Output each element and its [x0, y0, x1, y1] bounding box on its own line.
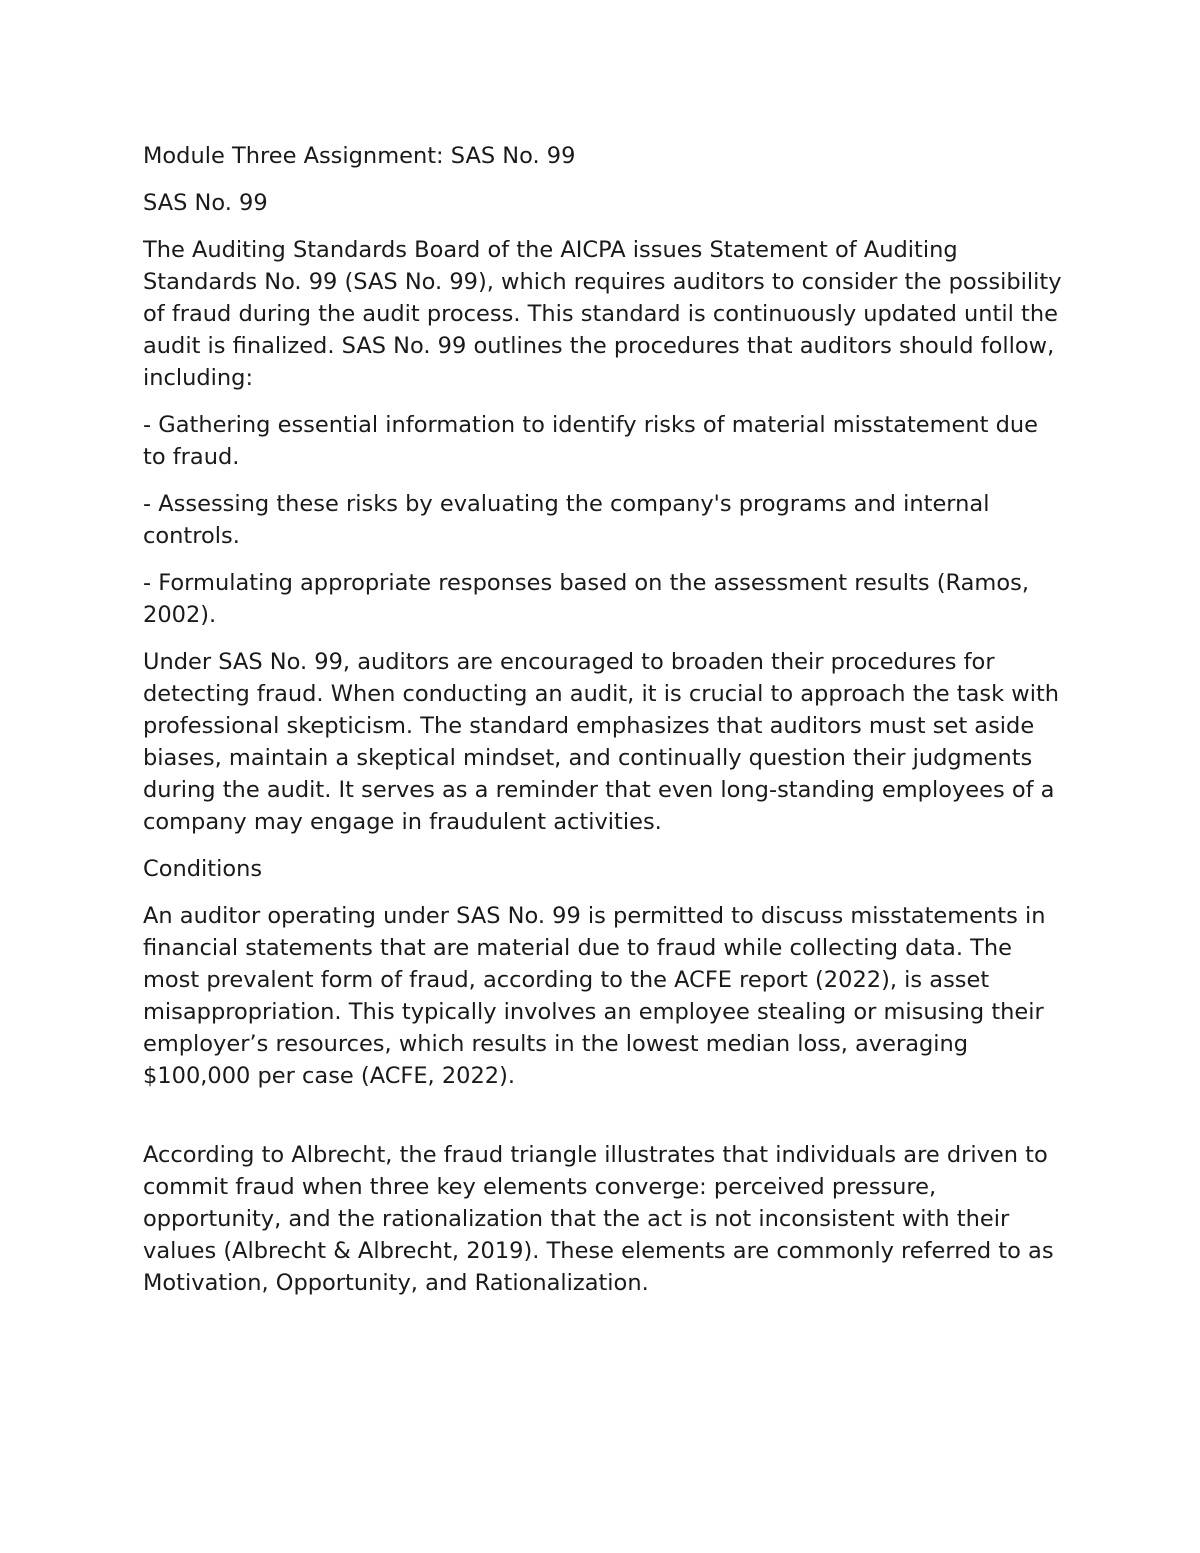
- section-heading: SAS No. 99: [143, 190, 268, 216]
- bullet-item: - Assessing these risks by evaluating the company's programs and internal controls.: [143, 491, 990, 549]
- intro-paragraph: The Auditing Standards Board of the AICPA issues Statement of Auditing Standards No. 99 (SAS No. 99), which requires auditors to consider the possibility of fraud during the audit process. This standard is continuously updated until the audit is finalized. SAS No. 99 outlines the procedures that auditors should follow, including:: [143, 237, 1062, 391]
- conditions-heading: Conditions: [143, 856, 263, 882]
- fraud-triangle-paragraph: According to Albrecht, the fraud triangle illustrates that individuals are driven to commit fraud when three key elements converge: perceived pressure, opportunity, and the rationalization that the act is not inconsistent with their values (Albrecht & Albrecht, 2019). These elements are commonly referred to as Motivation, Opportunity, and Rationalization.: [143, 1142, 1054, 1296]
- document-title: Module Three Assignment: SAS No. 99: [143, 143, 576, 169]
- skepticism-paragraph: Under SAS No. 99, auditors are encouraged to broaden their procedures for detecting fraud. When conducting an audit, it is crucial to approach the task with professional skepticism. The standard emphasizes that auditors must set aside biases, maintain a skeptical mindset, and continually question their judgments during the audit. It serves as a reminder that even long-standing employees of a company may engage in fraudulent activities.: [143, 649, 1060, 835]
- document-body: [143, 140, 1063, 1314]
- bullet-item: - Formulating appropriate responses based on the assessment results (Ramos, 2002).: [143, 570, 1029, 628]
- bullet-item: - Gathering essential information to identify risks of material misstatement due to fraud.: [143, 412, 1039, 470]
- conditions-paragraph: An auditor operating under SAS No. 99 is permitted to discuss misstatements in financial statements that are material due to fraud while collecting data. The most prevalent form of fraud, according to the ACFE report (2022), is asset misappropriation. This typically involves an employee stealing or misusing their employer’s resources, which results in the lowest median loss, averaging $100,000 per case (ACFE, 2022).: [143, 903, 1046, 1089]
